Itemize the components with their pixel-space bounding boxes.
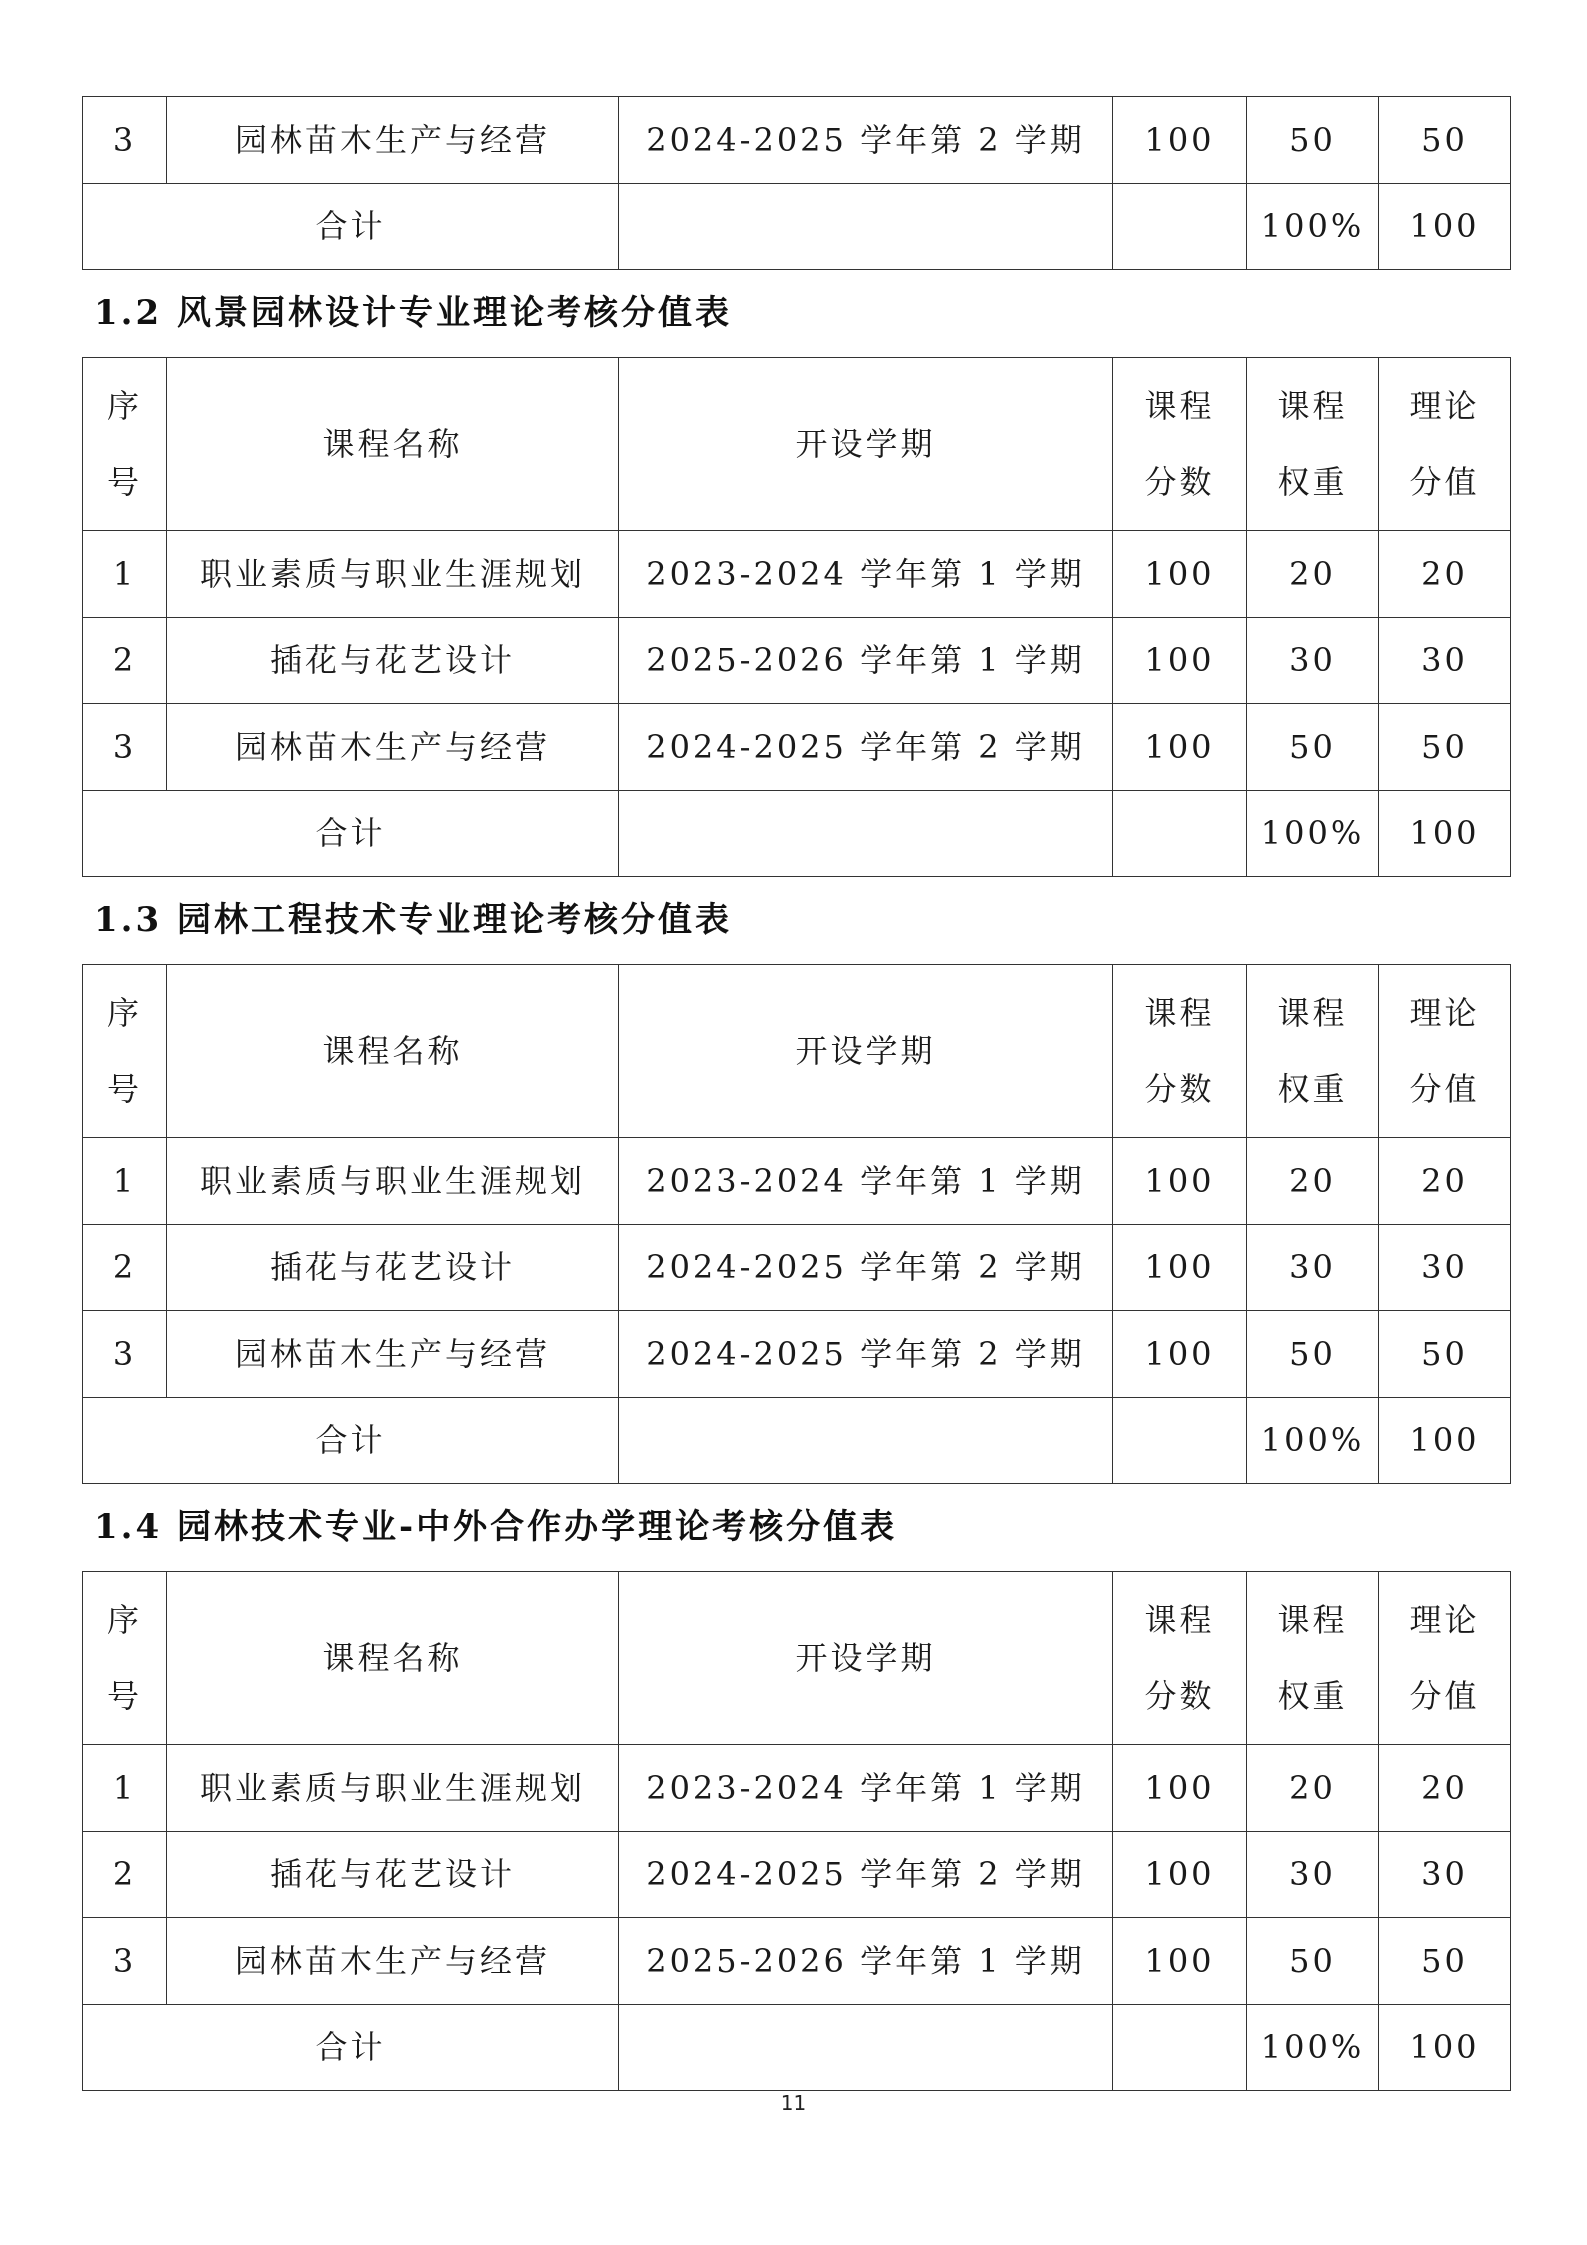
total-empty-cell xyxy=(1113,1397,1247,1484)
course-cell: 职业素质与职业生涯规划 xyxy=(167,1745,619,1832)
seq-cell: 3 xyxy=(83,704,167,791)
section-title: 1.3 园林工程技术专业理论考核分值表 xyxy=(94,900,732,940)
header-seq-line1: 序 xyxy=(106,993,142,1032)
term-cell: 2024-2025 学年第 2 学期 xyxy=(619,1224,1113,1311)
course-cell: 职业素质与职业生涯规划 xyxy=(167,1138,619,1225)
seq-cell: 1 xyxy=(83,1138,167,1225)
header-row xyxy=(83,358,1511,531)
total-row xyxy=(83,2004,1511,2091)
header-score-line2: 分数 xyxy=(1144,1677,1215,1715)
section-title: 1.4 园林技术专业-中外合作办学理论考核分值表 xyxy=(94,1507,898,1547)
header-value-line2: 分值 xyxy=(1409,463,1480,501)
header-seq xyxy=(83,965,167,1138)
value-cell: 50 xyxy=(1379,97,1511,184)
total-value: 100 xyxy=(1379,1397,1511,1484)
term-cell: 2024-2025 学年第 2 学期 xyxy=(619,1311,1113,1398)
header-weight xyxy=(1247,358,1379,531)
total-empty-cell xyxy=(619,2004,1113,2091)
header-weight-line2: 权重 xyxy=(1277,1677,1348,1715)
header-seq-line2: 号 xyxy=(106,463,142,501)
value-cell: 30 xyxy=(1379,1831,1511,1918)
term-cell: 2025-2026 学年第 1 学期 xyxy=(619,1918,1113,2005)
total-empty-cell xyxy=(619,790,1113,877)
score-cell: 100 xyxy=(1113,1311,1247,1398)
section xyxy=(82,877,1510,1484)
score-cell: 100 xyxy=(1113,617,1247,704)
header-seq-line1: 序 xyxy=(106,386,142,425)
header-course: 课程名称 xyxy=(167,358,619,531)
weight-cell: 50 xyxy=(1247,97,1379,184)
seq-cell: 2 xyxy=(83,1224,167,1311)
header-score xyxy=(1113,965,1247,1138)
header-score-line2: 分数 xyxy=(1144,1070,1215,1108)
header-seq xyxy=(83,1572,167,1745)
section xyxy=(82,270,1510,877)
header-value xyxy=(1379,1572,1511,1745)
table-row xyxy=(83,1831,1511,1918)
term-cell: 2024-2025 学年第 2 学期 xyxy=(619,704,1113,791)
header-score-line2: 分数 xyxy=(1144,463,1215,501)
header-weight xyxy=(1247,1572,1379,1745)
total-row xyxy=(83,183,1511,270)
value-cell: 30 xyxy=(1379,617,1511,704)
total-weight: 100% xyxy=(1247,790,1379,877)
total-label: 合计 xyxy=(83,1397,619,1484)
header-value-line2: 分值 xyxy=(1409,1677,1480,1715)
seq-cell: 3 xyxy=(83,1918,167,2005)
total-empty-cell xyxy=(619,183,1113,270)
weight-cell: 30 xyxy=(1247,1831,1379,1918)
course-cell: 插花与花艺设计 xyxy=(167,1831,619,1918)
seq-cell: 1 xyxy=(83,1745,167,1832)
header-seq-line2: 号 xyxy=(106,1677,142,1715)
table-row xyxy=(83,617,1511,704)
table-row xyxy=(83,531,1511,618)
course-cell: 园林苗木生产与经营 xyxy=(167,1311,619,1398)
header-score xyxy=(1113,358,1247,531)
term-cell: 2024-2025 学年第 2 学期 xyxy=(619,1831,1113,1918)
course-cell: 插花与花艺设计 xyxy=(167,1224,619,1311)
weight-cell: 20 xyxy=(1247,1138,1379,1225)
total-value: 100 xyxy=(1379,2004,1511,2091)
weight-cell: 20 xyxy=(1247,1745,1379,1832)
value-cell: 20 xyxy=(1379,1138,1511,1225)
header-weight-line2: 权重 xyxy=(1277,463,1348,501)
course-cell: 园林苗木生产与经营 xyxy=(167,97,619,184)
section xyxy=(82,1484,1510,2091)
total-value: 100 xyxy=(1379,183,1511,270)
term-cell: 2023-2024 学年第 1 学期 xyxy=(619,531,1113,618)
section-title: 1.2 风景园林设计专业理论考核分值表 xyxy=(94,293,732,333)
header-weight-line1: 课程 xyxy=(1277,386,1348,425)
sections-container xyxy=(82,270,1510,2091)
value-cell: 50 xyxy=(1379,704,1511,791)
score-table xyxy=(82,357,1511,877)
continuation-table xyxy=(82,96,1511,270)
course-cell: 园林苗木生产与经营 xyxy=(167,704,619,791)
total-row xyxy=(83,1397,1511,1484)
header-term: 开设学期 xyxy=(619,1572,1113,1745)
header-weight-line1: 课程 xyxy=(1277,993,1348,1032)
weight-cell: 20 xyxy=(1247,531,1379,618)
header-course: 课程名称 xyxy=(167,1572,619,1745)
score-cell: 100 xyxy=(1113,704,1247,791)
table-row xyxy=(83,97,1511,184)
header-term: 开设学期 xyxy=(619,358,1113,531)
score-cell: 100 xyxy=(1113,1831,1247,1918)
header-row xyxy=(83,965,1511,1138)
header-score-line1: 课程 xyxy=(1144,386,1215,425)
header-value-line1: 理论 xyxy=(1409,993,1480,1032)
score-cell: 100 xyxy=(1113,1918,1247,2005)
weight-cell: 30 xyxy=(1247,617,1379,704)
total-label: 合计 xyxy=(83,790,619,877)
value-cell: 50 xyxy=(1379,1918,1511,2005)
total-empty-cell xyxy=(1113,790,1247,877)
header-value-line1: 理论 xyxy=(1409,386,1480,425)
score-table xyxy=(82,1571,1511,2091)
total-value: 100 xyxy=(1379,790,1511,877)
total-weight: 100% xyxy=(1247,183,1379,270)
header-row xyxy=(83,1572,1511,1745)
table-row xyxy=(83,1918,1511,2005)
course-cell: 插花与花艺设计 xyxy=(167,617,619,704)
document-page xyxy=(82,96,1510,2091)
seq-cell: 2 xyxy=(83,617,167,704)
header-seq xyxy=(83,358,167,531)
seq-cell: 3 xyxy=(83,97,167,184)
value-cell: 50 xyxy=(1379,1311,1511,1398)
score-cell: 100 xyxy=(1113,1138,1247,1225)
value-cell: 30 xyxy=(1379,1224,1511,1311)
value-cell: 20 xyxy=(1379,531,1511,618)
weight-cell: 50 xyxy=(1247,704,1379,791)
score-cell: 100 xyxy=(1113,531,1247,618)
page-number: 11 xyxy=(780,2091,807,2115)
table-row xyxy=(83,1311,1511,1398)
header-term: 开设学期 xyxy=(619,965,1113,1138)
total-weight: 100% xyxy=(1247,2004,1379,2091)
header-value-line2: 分值 xyxy=(1409,1070,1480,1108)
header-value-line1: 理论 xyxy=(1409,1600,1480,1639)
value-cell: 20 xyxy=(1379,1745,1511,1832)
score-cell: 100 xyxy=(1113,1745,1247,1832)
total-empty-cell xyxy=(1113,183,1247,270)
seq-cell: 1 xyxy=(83,531,167,618)
course-cell: 职业素质与职业生涯规划 xyxy=(167,531,619,618)
total-empty-cell xyxy=(1113,2004,1247,2091)
table-row xyxy=(83,704,1511,791)
weight-cell: 50 xyxy=(1247,1311,1379,1398)
total-weight: 100% xyxy=(1247,1397,1379,1484)
header-weight-line1: 课程 xyxy=(1277,1600,1348,1639)
header-seq-line1: 序 xyxy=(106,1600,142,1639)
weight-cell: 50 xyxy=(1247,1918,1379,2005)
header-value xyxy=(1379,965,1511,1138)
term-cell: 2023-2024 学年第 1 学期 xyxy=(619,1138,1113,1225)
table-row xyxy=(83,1745,1511,1832)
seq-cell: 3 xyxy=(83,1311,167,1398)
header-weight xyxy=(1247,965,1379,1138)
header-score-line1: 课程 xyxy=(1144,993,1215,1032)
term-cell: 2023-2024 学年第 1 学期 xyxy=(619,1745,1113,1832)
seq-cell: 2 xyxy=(83,1831,167,1918)
header-course: 课程名称 xyxy=(167,965,619,1138)
table-row xyxy=(83,1138,1511,1225)
table-row xyxy=(83,1224,1511,1311)
score-cell: 100 xyxy=(1113,97,1247,184)
header-weight-line2: 权重 xyxy=(1277,1070,1348,1108)
course-cell: 园林苗木生产与经营 xyxy=(167,1918,619,2005)
total-empty-cell xyxy=(619,1397,1113,1484)
score-cell: 100 xyxy=(1113,1224,1247,1311)
header-value xyxy=(1379,358,1511,531)
total-label: 合计 xyxy=(83,2004,619,2091)
weight-cell: 30 xyxy=(1247,1224,1379,1311)
total-label: 合计 xyxy=(83,183,619,270)
header-seq-line2: 号 xyxy=(106,1070,142,1108)
header-score-line1: 课程 xyxy=(1144,1600,1215,1639)
score-table xyxy=(82,964,1511,1484)
header-score xyxy=(1113,1572,1247,1745)
term-cell: 2025-2026 学年第 1 学期 xyxy=(619,617,1113,704)
total-row xyxy=(83,790,1511,877)
term-cell: 2024-2025 学年第 2 学期 xyxy=(619,97,1113,184)
